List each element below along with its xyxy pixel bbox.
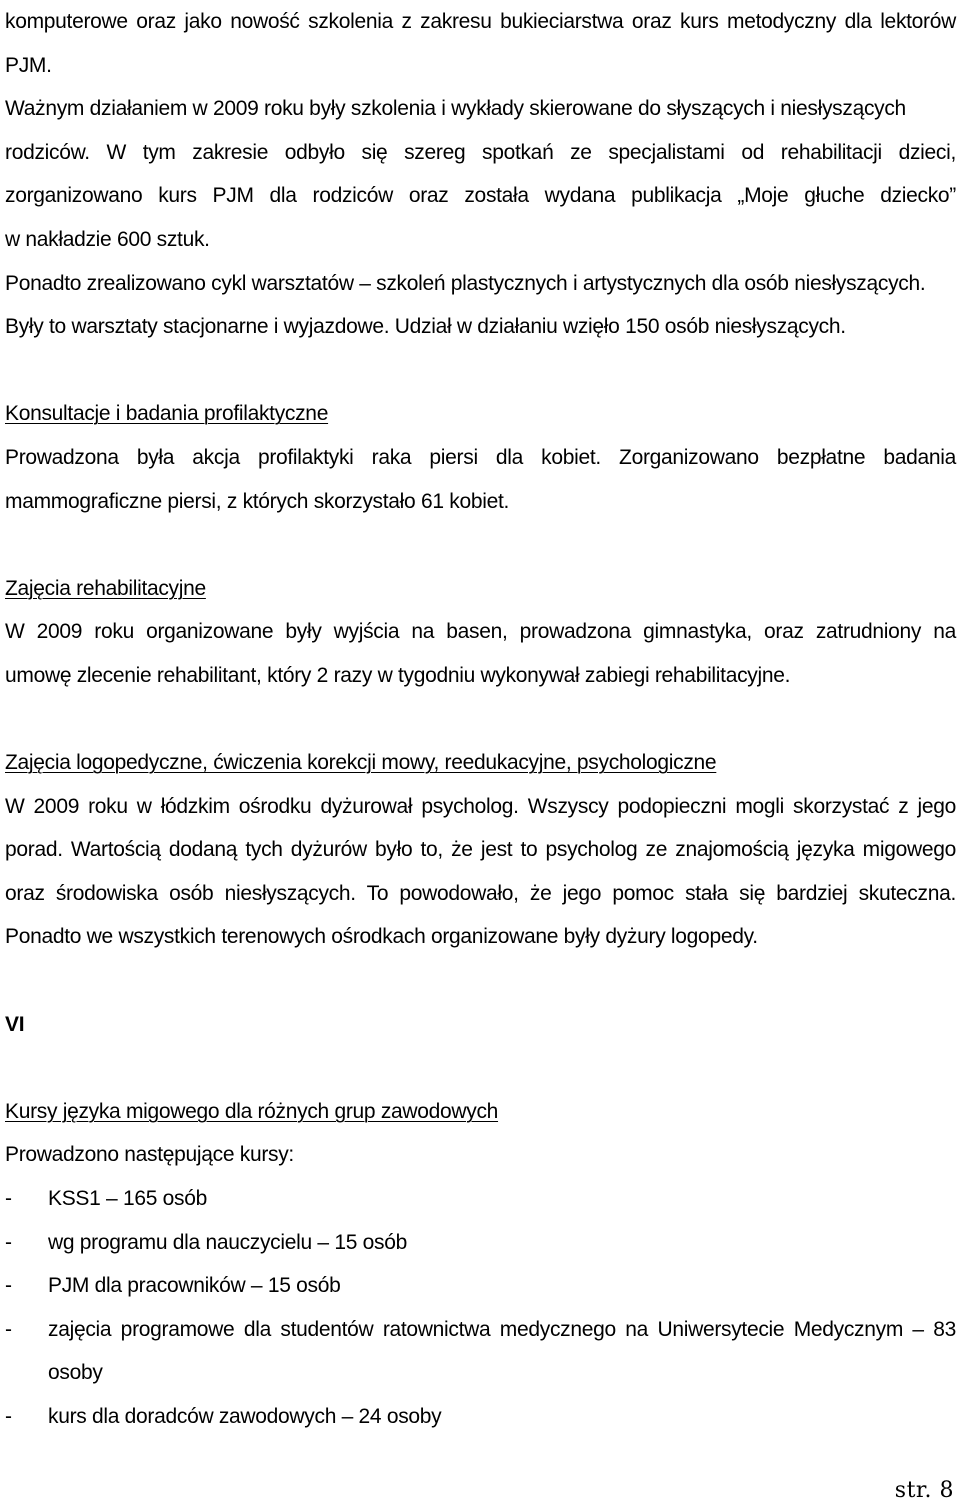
spacer — [5, 698, 956, 742]
text-line: Ponadto zrealizowano cykl warsztatów – szkoleń plastycznych i artystycznych dla osób niesłyszących. — [5, 271, 926, 295]
intro-paragraph — [5, 0, 956, 349]
list-bullet: - — [5, 1317, 12, 1341]
page-number: str. 8 — [894, 1478, 954, 1503]
courses-intro: Prowadzono następujące kursy: — [5, 1143, 294, 1167]
text-line: W 2009 roku organizowane były wyjścia na basen, prowadzona gimnastyka, oraz zatrudniony na — [5, 620, 956, 644]
list-item — [5, 1308, 956, 1395]
speech-therapy-paragraph — [5, 785, 956, 959]
text-line: mammograficzne piersi, z których skorzystało 61 kobiet. — [5, 489, 510, 513]
spacer — [5, 523, 956, 567]
section-heading-speech-therapy: Zajęcia logopedyczne, ćwiczenia korekcji mowy, reedukacyjne, psychologiczne — [5, 751, 717, 775]
list-item-text: osoby — [48, 1361, 103, 1385]
spacer — [5, 959, 956, 1003]
list-item — [5, 1177, 956, 1221]
text-line: Ważnym działaniem w 2009 roku były szkolenia i wykłady skierowane do słyszących i niesłyszących — [5, 97, 906, 121]
text-line: Prowadzona była akcja profilaktyki raka piersi dla kobiet. Zorganizowano bezpłatne badania — [5, 445, 956, 469]
text-line: oraz środowiska osób niesłyszących. To powodowało, że jego pomoc stała się bardziej skuteczna. — [5, 881, 956, 905]
list-item — [5, 1264, 956, 1308]
list-item — [5, 1221, 956, 1265]
list-item — [5, 1395, 956, 1439]
text-line: komputerowe oraz jako nowość szkolenia z zakresu bukieciarstwa oraz kurs metodyczny dla lektorów — [5, 10, 956, 33]
courses-list — [5, 1177, 956, 1439]
list-bullet: - — [5, 1187, 12, 1211]
list-bullet: - — [5, 1405, 12, 1428]
rehabilitation-paragraph — [5, 610, 956, 697]
section-number: VI — [5, 1012, 25, 1036]
section-heading-consultations: Konsultacje i badania profilaktyczne — [5, 402, 329, 426]
spacer — [5, 1046, 956, 1090]
list-item-text: kurs dla doradców zawodowych – 24 osoby — [48, 1405, 442, 1428]
list-item-text: zajęcia programowe dla studentów ratownictwa medycznego na Uniwersytecie Medycznym – 83 — [48, 1317, 956, 1341]
consultations-paragraph — [5, 436, 956, 523]
section-heading-rehabilitation: Zajęcia rehabilitacyjne — [5, 576, 206, 600]
text-line: W 2009 roku w łódzkim ośrodku dyżurował psycholog. Wszyscy podopieczni mogli skorzystać z jego — [5, 794, 956, 818]
spacer — [5, 349, 956, 393]
text-line: rodziców. W tym zakresie odbyło się szereg spotkań ze specjalistami od rehabilitacji dzieci, — [5, 140, 956, 164]
text-line: zorganizowano kurs PJM dla rodziców oraz została wydana publikacja „Moje głuche dziecko” — [5, 184, 956, 208]
text-line: w nakładzie 600 sztuk. — [5, 227, 210, 251]
text-line: Ponadto we wszystkich terenowych ośrodkach organizowane były dyżury logopedy. — [5, 925, 758, 949]
text-line: porad. Wartością dodaną tych dyżurów było to, że jest to psycholog ze znajomością języka migowego — [5, 838, 956, 862]
text-line: Były to warsztaty stacjonarne i wyjazdowe. Udział w działaniu wzięło 150 osób niesłyszących. — [5, 315, 846, 339]
list-bullet: - — [5, 1274, 12, 1298]
document-page — [5, 0, 956, 1439]
list-item-text: KSS1 – 165 osób — [48, 1187, 207, 1211]
list-item-text: wg programu dla nauczycielu – 15 osób — [48, 1230, 407, 1254]
text-line: umowę zlecenie rehabilitant, który 2 razy w tygodniu wykonywał zabiegi rehabilitacyjne. — [5, 663, 791, 687]
text-line: PJM. — [5, 53, 52, 77]
list-bullet: - — [5, 1230, 12, 1254]
list-item-text: PJM dla pracowników – 15 osób — [48, 1274, 341, 1298]
section-heading-sign-language-courses: Kursy języka migowego dla różnych grup zawodowych — [5, 1099, 499, 1123]
